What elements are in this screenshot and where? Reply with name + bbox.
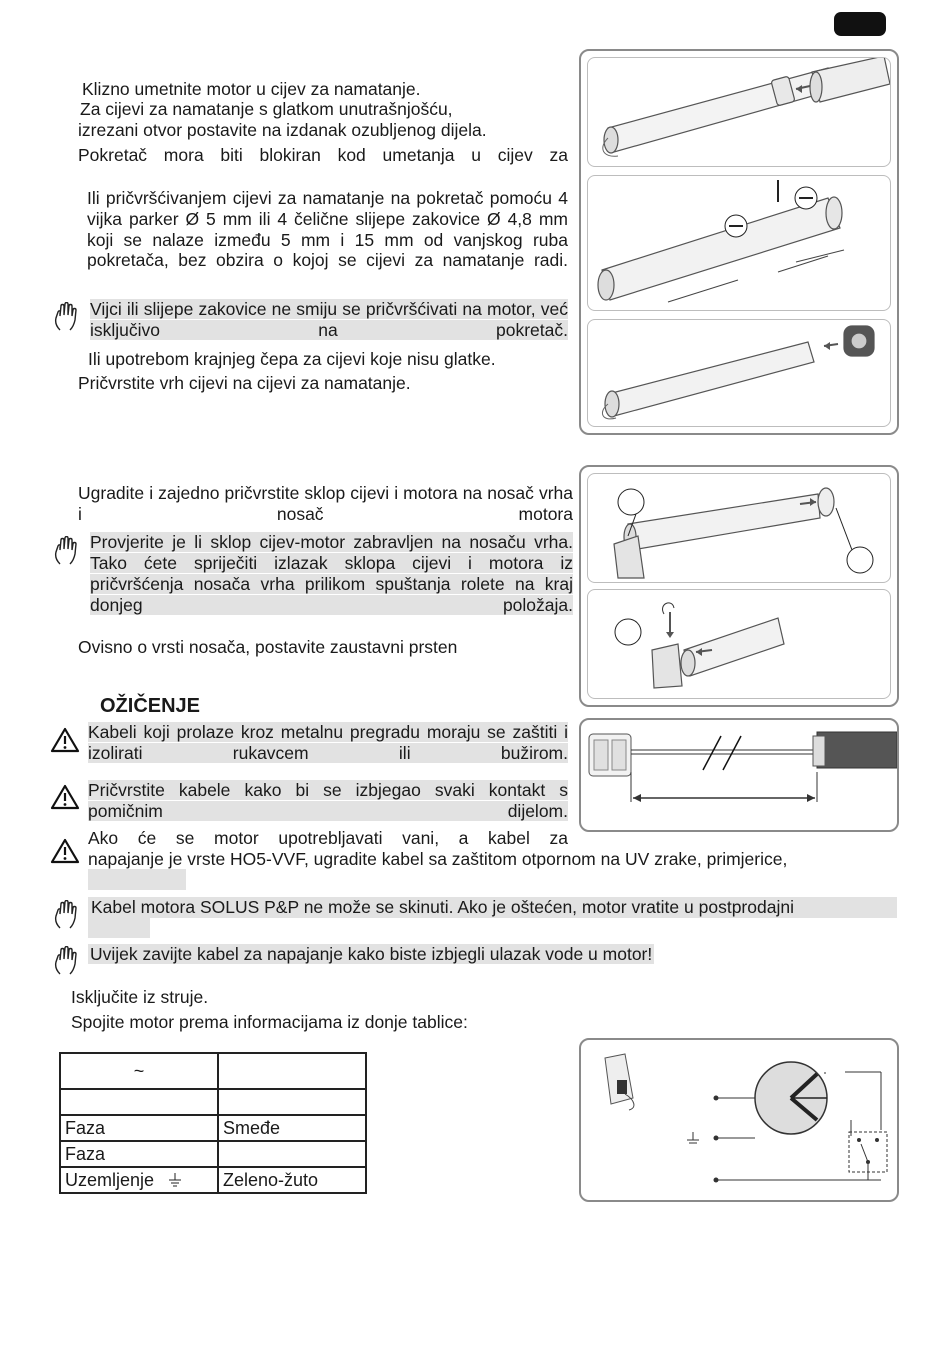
warn-outdoor-line2: napajanje je vrste HO5-VVF, ugradite kabel sa zaštitom otpornom na UV zrake, primjerice, [88, 849, 788, 869]
figure-cable-length [581, 720, 897, 830]
earth-icon [167, 1172, 183, 1188]
table-cell: Smeđe [218, 1115, 366, 1141]
mount-text-2: Ovisno o vrsti nosača, postavite zaustavni prsten [78, 637, 458, 657]
page-number-badge [834, 12, 886, 36]
switch-icon [849, 1132, 887, 1180]
wiring-table [59, 1052, 367, 1194]
note-screws-text: Vijci ili slijepe zakovice ne smiju se pričvršćivati na motor, već isključivo na pokretač. [90, 299, 568, 340]
hand-icon [52, 946, 80, 976]
table-cell: Zeleno-žuto [218, 1167, 366, 1193]
table-cell [60, 1167, 218, 1193]
hand-icon [52, 536, 80, 566]
note-drip-loop-text: Uvijek zavijte kabel za napajanje kako biste izbjegli ulazak vode u motor! [90, 944, 653, 964]
figure-wiring-diagram [581, 1040, 897, 1200]
warn-outdoor-line1: Ako će se motor upotrebljavati vani, a kabel za [88, 828, 568, 848]
table-cell: Faza [60, 1141, 218, 1167]
earth-icon [687, 1132, 699, 1143]
warn-fix-cables-text: Pričvrstite kabele kako bi se izbjegao svaki kontakt s pomičnim dijelom. [88, 780, 568, 821]
table-cell [218, 1141, 366, 1167]
wiring-diagram-panel [579, 1038, 899, 1202]
note-screws [90, 299, 568, 341]
warn-outdoor-highlight [88, 869, 186, 890]
note-locking-text: Provjerite je li sklop cijev-motor zabravljen na nosaču vrha. Tako ćete spriječiti izlazak sklopa cijevi i motora iz pričvršćenja nosača vrha prilikom spuštanja rolete na kraj donjeg položaja. [90, 532, 573, 615]
table-header-empty [218, 1053, 366, 1089]
note-cable-highlight [88, 918, 150, 938]
note-drip-loop [88, 944, 654, 965]
warning-icon [50, 784, 80, 810]
hand-icon [52, 900, 80, 930]
tube-illustration-panel [579, 49, 899, 435]
step-connect: Spojite motor prema informacijama iz donje tablice: [71, 1012, 468, 1032]
figure-insert-motor [587, 57, 891, 167]
circuit-breaker-icon [605, 1054, 634, 1110]
warn-metal-partition [88, 722, 568, 764]
figure-screw-fixing [587, 175, 891, 311]
mount-text-1: Ugradite i zajedno pričvrstite sklop cijevi i motora na nosač vrha i nosač motora [78, 483, 573, 524]
warn-metal-partition-text: Kabeli koji prolaze kroz metalnu pregradu moraju se zaštiti i izolirati rukavcem ili bužirom. [88, 722, 568, 763]
install-text-4: Pokretač mora biti blokiran kod umetanja u cijev za [78, 145, 568, 165]
install-text-2: Za cijevi za namatanje s glatkom unutrašnjošću, [80, 99, 453, 119]
table-cell-text: Uzemljenje [65, 1169, 155, 1190]
wiring-heading: OŽIČENJE [100, 695, 201, 717]
warn-fix-cables [88, 780, 568, 822]
table-cell-blank-1 [60, 1089, 218, 1115]
warning-icon [50, 838, 80, 864]
figure-brackets [587, 473, 891, 583]
install-text-5: Ili pričvršćivanjem cijevi za namatanje na pokretač pomoću 4 vijka parker Ø 5 mm ili 4 čelične slijepe zakovice Ø 4,8 mm koji se nalaze između 5 mm i 15 mm od vanjskog ruba pokretača, bez obzira o kojoj se cijevi za namatanje radi. [87, 188, 568, 271]
cable-illustration-panel [579, 718, 899, 832]
table-cell-blank-2 [218, 1089, 366, 1115]
install-text-6: Ili upotrebom krajnjeg čepa za cijevi koje nisu glatke. [88, 349, 496, 369]
install-text-7: Pričvrstite vrh cijevi na cijevi za namatanje. [78, 373, 411, 393]
step-disconnect: Isključite iz struje. [71, 987, 209, 1007]
bracket-illustration-panel [579, 465, 899, 707]
note-cable-not-removable: Kabel motora SOLUS P&P ne može se skinuti. Ako je oštećen, motor vratite u postprodajni [88, 897, 897, 918]
table-row [60, 1167, 366, 1193]
table-row [60, 1141, 366, 1167]
hand-icon [52, 302, 80, 332]
figure-end-cap [587, 319, 891, 427]
table-header-ac [60, 1053, 218, 1089]
note-locking [90, 532, 573, 616]
table-row [60, 1115, 366, 1141]
warning-icon [50, 727, 80, 753]
install-text-3: izrezani otvor postavite na izdanak ozubljenog dijela. [78, 120, 487, 140]
install-text-1: Klizno umetnite motor u cijev za namatanje. [82, 79, 421, 99]
figure-stop-ring [587, 589, 891, 699]
table-cell: Faza [60, 1115, 218, 1141]
ac-symbol-icon: ~ [133, 1060, 145, 1081]
